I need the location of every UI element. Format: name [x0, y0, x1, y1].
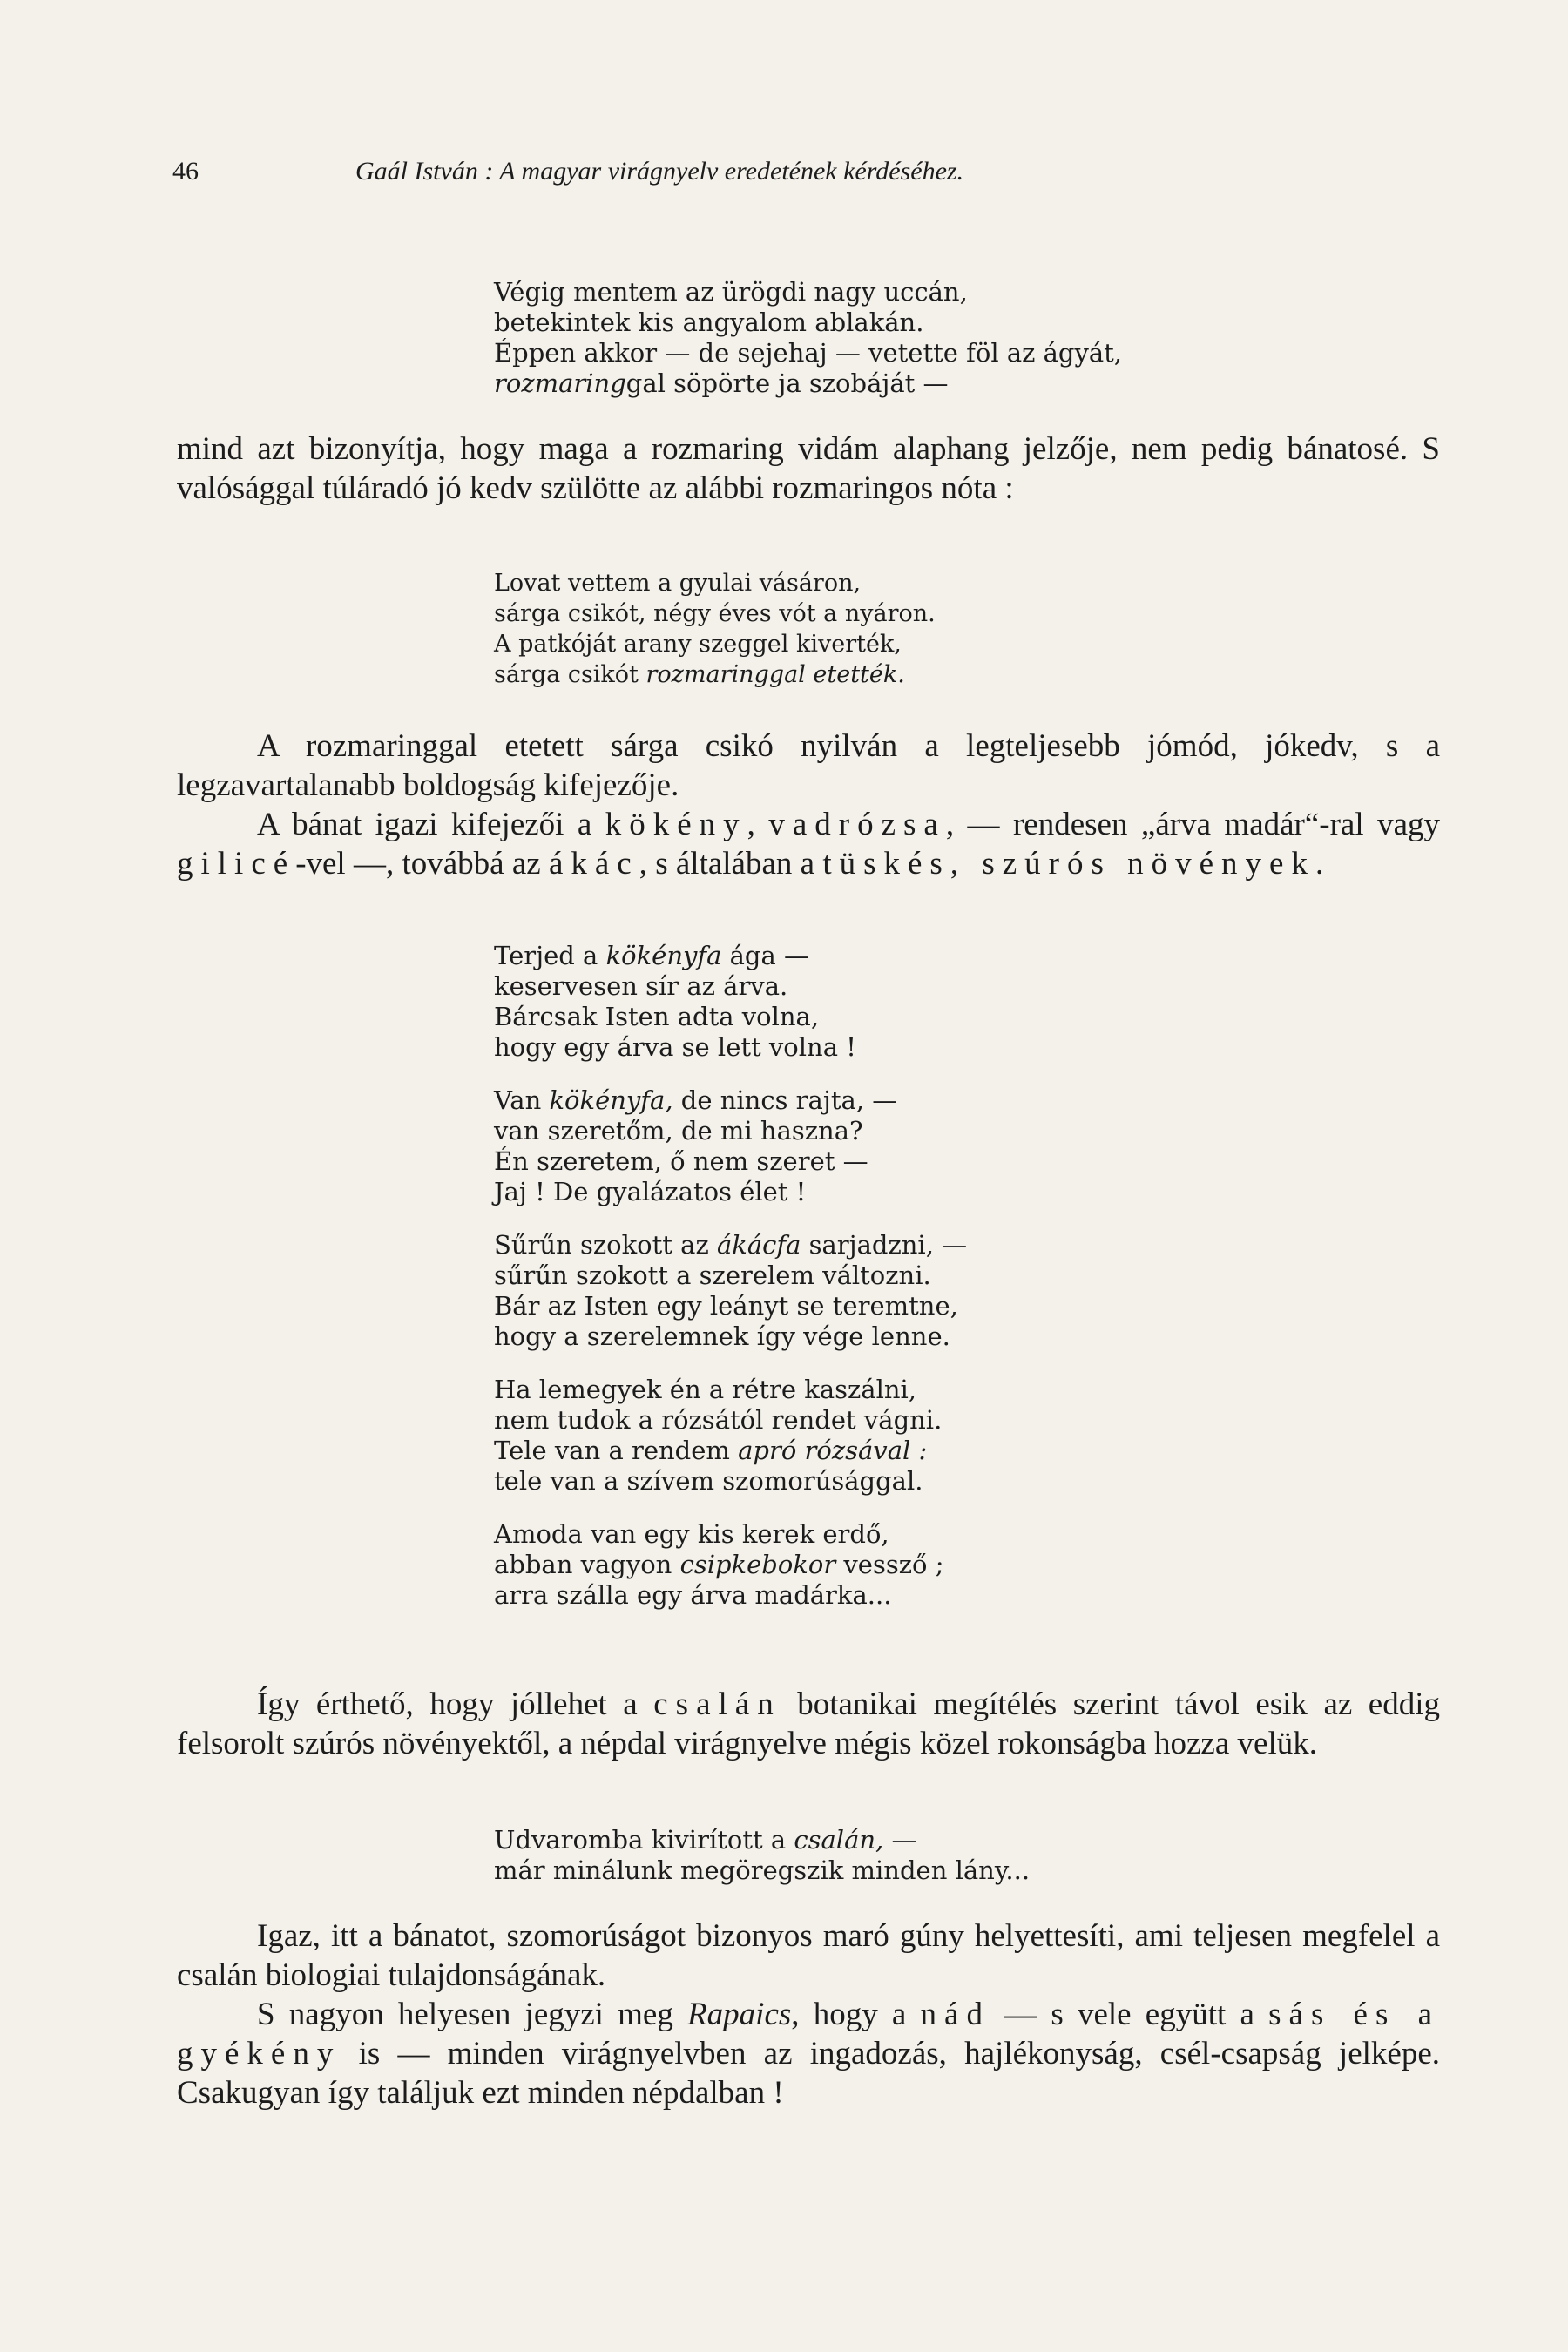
verse-line: már minálunk megöregszik minden lány...: [494, 1855, 1031, 1885]
verse-line: Udvaromba kivirított a csalán, —: [494, 1825, 917, 1855]
stanza: [494, 1519, 1365, 1611]
verse-line: Bárcsak Isten adta volna,: [494, 1002, 820, 1031]
verse-line: keservesen sír az árva.: [494, 971, 788, 1001]
paragraph-1: mind azt bizonyítja, hogy maga a rozmaring vidám alaphang jelzője, nem pedig bánatosé. S valósággal túláradó jó kedv szülötte az alábbi rozmaringos nóta :: [177, 431, 1440, 506]
page-header: [172, 157, 1409, 195]
stanza: [494, 1230, 1365, 1352]
page-number: 46: [172, 157, 199, 186]
verse-line: sűrűn szokott a szerelem változni.: [494, 1260, 931, 1290]
verse-line: Jaj ! De gyalázatos élet !: [494, 1177, 807, 1206]
verse-line: hogy a szerelemnek így vége lenne.: [494, 1321, 950, 1351]
verse-fragment-1: [494, 277, 1365, 399]
stanza: [494, 1085, 1365, 1207]
verse-line: A patkóját arany szeggel kiverték,: [494, 631, 902, 658]
verse-line: Éppen akkor — de sejehaj — vetette föl az ágyát,: [494, 338, 1123, 368]
verse-line: sárga csikót, négy éves vót a nyáron.: [494, 600, 936, 627]
paragraph-5: Igaz, itt a bánatot, szomorúságot bizonyos maró gúny helyettesíti, ami teljesen megfelel a csalán biologiai tulajdonságának.: [177, 1918, 1440, 1993]
paragraph-3: A bánat igazi kifejezői a kökény, vadrózsa, — rendesen „árva madár“-ral vagy gilicé-vel —, továbbá az ákác, s általában a tüskés, szúrós növények.: [177, 807, 1440, 882]
verse-line: van szeretőm, de mi haszna?: [494, 1116, 863, 1146]
verse-line: betekintek kis angyalom ablakán.: [494, 308, 924, 337]
verse-line: Lovat vettem a gyulai vásáron,: [494, 570, 862, 597]
paragraph-4: Így érthető, hogy jóllehet a csalán botanikai megítélés szerint távol esik az eddig felsorolt szúrós növényektől, a népdal virágnyelve mégis közel rokonságba hozza velük.: [177, 1686, 1440, 1761]
paragraph-6: S nagyon helyesen jegyzi meg Rapaics, hogy a nád — s vele együtt a sás és a gyékény is — minden virágnyelvben az ingadozás, hajlékonyság, csél-csapság jelképe. Csakugyan így találjuk ezt minden népdalban !: [177, 1997, 1440, 2111]
verse-line: hogy egy árva se lett volna !: [494, 1032, 856, 1062]
verse-line: Ha lemegyek én a rétre kaszálni,: [494, 1375, 917, 1404]
verse-line: tele van a szívem szomorúsággal.: [494, 1466, 923, 1496]
verse-line: Bár az Isten egy leányt se teremtne,: [494, 1291, 958, 1321]
verse-line: abban vagyon csipkebokor vessző ;: [494, 1550, 944, 1579]
verse-stanzas: [494, 941, 1365, 1633]
verse-line: sárga csikót rozmaringgal etették.: [494, 661, 905, 688]
verse-line: Sűrűn szokott az ákácfa sarjadzni, —: [494, 1230, 968, 1260]
verse-fragment-4: [494, 1825, 1365, 1886]
verse-line: nem tudok a rózsától rendet vágni.: [494, 1405, 943, 1435]
running-title: Gaál István : A magyar virágnyelv eredetének kérdéséhez.: [355, 157, 964, 186]
verse-line: Van kökényfa, de nincs rajta, —: [494, 1085, 898, 1115]
verse-line: Amoda van egy kis kerek erdő,: [494, 1519, 889, 1549]
verse-line: Én szeretem, ő nem szeret —: [494, 1146, 868, 1176]
stanza: [494, 1375, 1365, 1497]
verse-line: arra szálla egy árva madárka...: [494, 1580, 892, 1610]
verse-line: rozmaringgal söpörte ja szobáját —: [494, 368, 949, 398]
verse-fragment-2: [494, 568, 1365, 690]
verse-line: Végig mentem az ürögdi nagy uccán,: [494, 277, 968, 307]
stanza: [494, 941, 1365, 1063]
verse-line: Terjed a kökényfa ága —: [494, 941, 810, 970]
verse-line: Tele van a rendem apró rózsával :: [494, 1436, 928, 1465]
paragraph-2: A rozmaringgal etetett sárga csikó nyilván a legteljesebb jómód, jókedv, s a legzavartalanabb boldogság kifejezője.: [177, 728, 1440, 803]
